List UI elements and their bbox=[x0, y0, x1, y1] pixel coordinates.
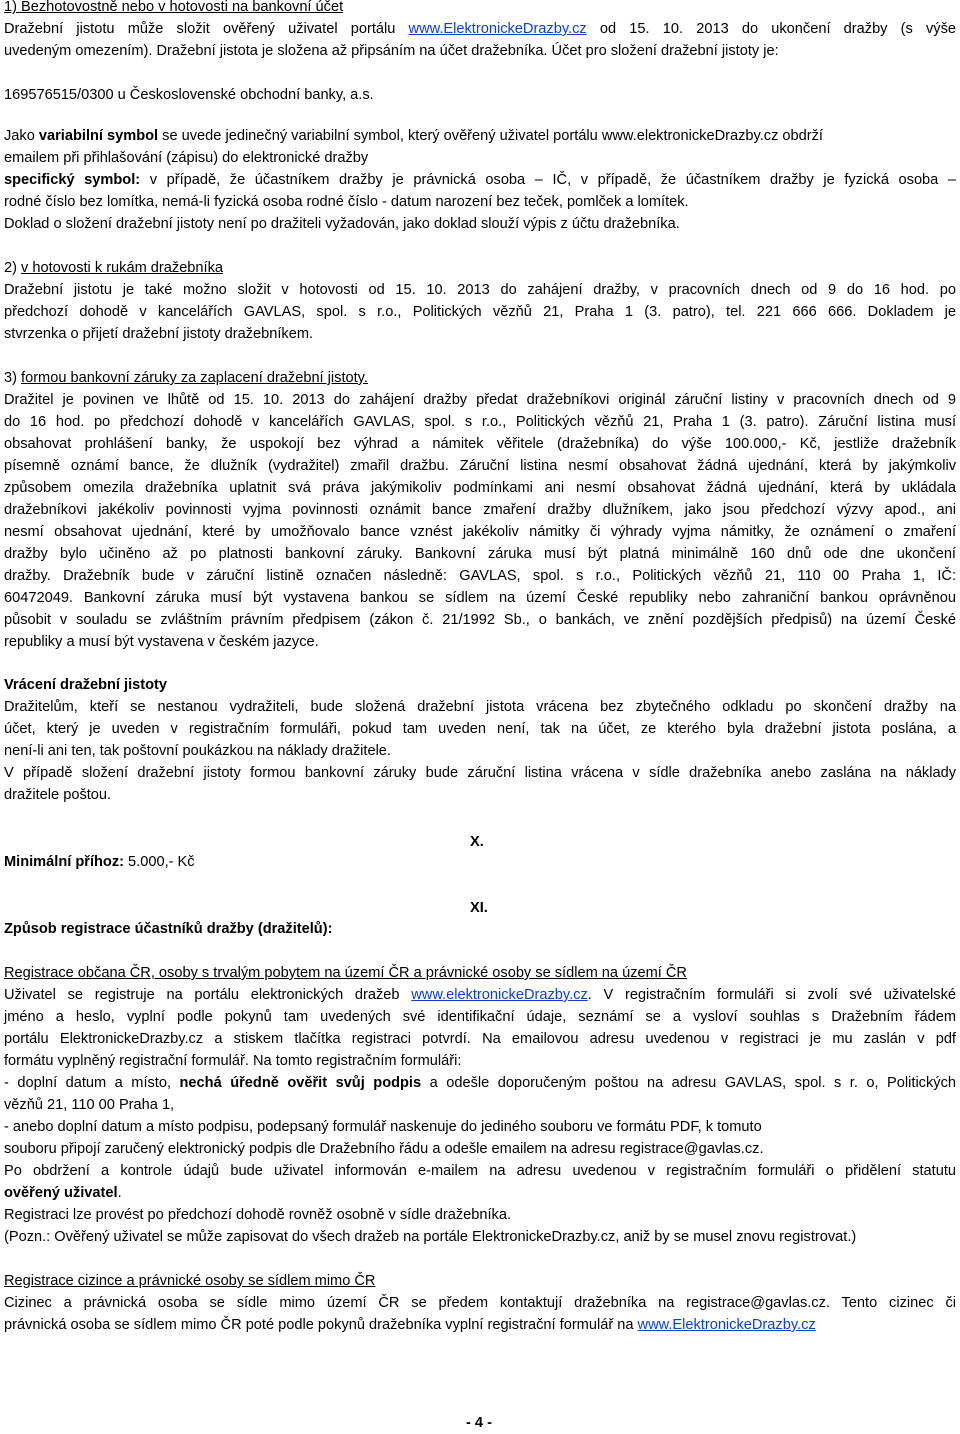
text: v případě, že účastníkem dražby je právnická osoba – IČ, v případě, že účastníkem dražby je fyzická osoba – bbox=[140, 172, 957, 188]
registration-cr-line: Po obdržení a kontrole údajů bude uživatel informován e-mailem na adresu uvedenou v registračním formuláři o přidělení statutu bbox=[4, 1163, 956, 1179]
registration-cr-line: jméno a heslo, vyplní podle pokynů tam uvedených své identifikační údaje, seznámí se a vysloví souhlas s Dražebním řádem bbox=[4, 1009, 956, 1025]
text: od 15. 10. 2013 do ukončení dražby (s výše bbox=[586, 21, 956, 37]
return-heading: Vrácení dražební jistoty bbox=[4, 677, 168, 693]
section-3-line: do 16 hod. po předchozí dohodě v kancelářích GAVLAS, spol. s r.o., Politických vězňů 21, Praha 1 (3. patro). Záruční listina musí bbox=[4, 414, 956, 430]
section-number-x: X. bbox=[470, 834, 484, 850]
return-line: není-li ani ten, tak poštovní poukázkou na náklady dražitele. bbox=[4, 743, 391, 759]
registration-cr-line: (Pozn.: Ověřený uživatel se může zapisovat do všech dražeb na portále ElektronickeDrazby.cz, aniž by se musel znovu registrovat.) bbox=[4, 1229, 857, 1245]
registration-cr-line: Registraci lze provést po předchozí dohodě rovněž osobně v sídle dražebníka. bbox=[4, 1207, 512, 1223]
section-2-heading bbox=[4, 257, 956, 279]
text: Uživatel se registruje na portálu elektronických dražeb bbox=[4, 987, 412, 1003]
section-3-line: nesmí obsahovat ujednání, které by umožňovalo bance vznést jakékoliv námitky či výhrady vyjma námitky, že oznámení o zmaření bbox=[4, 524, 956, 540]
text: Jako bbox=[4, 128, 39, 144]
text: se uvede jedinečný variabilní symbol, který ověřený uživatel portálu www.elektronickeDrazby.cz obdrží bbox=[158, 128, 823, 144]
text: . bbox=[117, 1185, 122, 1201]
registration-cr-line: formátu vyplněný registrační formulář. Na tomto registračním formuláři: bbox=[4, 1053, 462, 1069]
section-2-line: předchozí dohodě v kancelářích GAVLAS, spol. s r.o., Politických vězňů 21, Praha 1 (3. patro), tel. 221 666 666. Dokladem je bbox=[4, 304, 956, 320]
section-3-line: způsobem omezila dražebníka uplatnit svá práva jakýmikoliv podmínkami ani nesmí obsahovat žádná ujednání, která by ukládala bbox=[4, 480, 956, 496]
doklad-line: Doklad o složení dražební jistoty není po dražiteli vyžadován, jako doklad slouží výpis z účtu dražebníka. bbox=[4, 216, 680, 232]
text: 3) bbox=[4, 370, 22, 386]
section-3-line: dražebníkovi jakékoliv povinnosti vyjma povinnosti oznámit bance zmaření dražby dlužníkem, jako jsou předchozí výzvy apod., ani bbox=[4, 502, 956, 518]
section-3-line: 60472049. Bankovní záruka musí být vystavena bankou se sídlem na území České republiky nebo zahraniční bankou oprávněnou bbox=[4, 590, 956, 606]
text: formou bankovní záruky za zaplacení dražební jistoty. bbox=[21, 370, 368, 386]
text: právnická osoba se sídlem mimo ČR poté podle pokynů dražebníka vyplní registrační formulář na bbox=[4, 1317, 638, 1333]
registration-cr-line: souboru připojí zaručený elektronický podpis dle Dražebního řádu a odešle emailem na adresu registrace@gavlas.cz. bbox=[4, 1141, 764, 1157]
portal-link[interactable]: www.elektronickeDrazby.cz bbox=[411, 987, 588, 1003]
bank-account: 169576515/0300 u Československé obchodní banky, a.s. bbox=[4, 87, 374, 103]
registration-cr-line bbox=[4, 1072, 956, 1094]
section-2-line: stvrzenka o přijetí dražební jistoty dražebníkem. bbox=[4, 326, 314, 342]
variable-symbol-label: variabilní symbol bbox=[38, 128, 159, 144]
registration-cr-line: vězňů 21, 110 00 Praha 1, bbox=[4, 1097, 175, 1113]
registration-cr-line bbox=[4, 1182, 956, 1204]
section-2-line: Dražební jistotu je také možno složit v hotovosti od 15. 10. 2013 do zahájení dražby, v pracovních dnech od 9 do 16 hod. po bbox=[4, 282, 956, 298]
section-3-line: dražby. Dražebník bude v záruční listině označen následně: GAVLAS, spol. s r.o., Politických vězňů 21, 110 00 Praha 1, IČ: bbox=[4, 568, 956, 584]
section-3-heading bbox=[4, 367, 956, 389]
section-3-line: obsahovat prohlášení banky, že uspokojí bez výhrad a námitek věřitele (dražebníka) do výše 100.000,- Kč, jestliže dražebník bbox=[4, 436, 956, 452]
section-1-heading: 1) Bezhotovostně nebo v hotovosti na bankovní účet bbox=[4, 0, 344, 15]
specific-symbol-line bbox=[4, 169, 956, 191]
section-3-line: dražby bylo učiněno až po platnosti bankovní záruky. Bankovní záruka musí být platná minimálně 160 dnů ode dne ukončení bbox=[4, 546, 956, 562]
section-1-line bbox=[4, 18, 956, 40]
registration-cr-line: - anebo doplní datum a místo podpisu, podepsaný formulář naskenuje do jediného souboru ve formátu PDF, k tomuto bbox=[4, 1119, 762, 1135]
minimum-bid-label: Minimální příhoz: bbox=[4, 854, 124, 870]
section-3-line: republiky a musí být vystavena v českém jazyce. bbox=[4, 634, 319, 650]
minimum-bid-line bbox=[4, 851, 956, 873]
specific-symbol-label: specifický symbol: bbox=[4, 172, 141, 188]
minimum-bid-value: 5.000,- Kč bbox=[124, 854, 195, 870]
return-line: Dražitelům, kteří se nestanou vydražiteli, bude složená dražební jistota vrácena bez zbytečného odkladu po skončení dražby na bbox=[4, 699, 956, 715]
registration-foreign-line bbox=[4, 1314, 956, 1336]
registration-cr-line: portálu ElektronickeDrazby.cz a stiskem tlačítka registraci potvrdí. Na emailovou adresu uvedenou v registraci je mu zaslán v pdf bbox=[4, 1031, 956, 1047]
verified-user-label: ověřený uživatel bbox=[4, 1185, 118, 1201]
section-1-line: uvedeným omezením). Dražební jistota je složena až připsáním na účet dražebníka. Účet pro složení dražební jistoty je: bbox=[4, 43, 779, 59]
section-3-line: působit v souladu se zvláštním právním předpisem (zákon č. 21/1992 Sb., o bankách, ve znění pozdějších předpisů) na území České bbox=[4, 612, 956, 628]
page-number: - 4 - bbox=[466, 1415, 492, 1431]
portal-link[interactable]: www.ElektronickeDrazby.cz bbox=[637, 1317, 816, 1333]
return-line: účet, který je uveden v registračním formuláři, pokud tam uveden není, tak na účet, ze kterého byla dražební jistota poslána, a bbox=[4, 721, 956, 737]
registration-cr-line bbox=[4, 984, 956, 1006]
registration-foreign-line: Cizinec a právnická osoba se sídle mimo území ČR se předem kontaktují dražebníka na registrace@gavlas.cz. Tento cizinec či bbox=[4, 1295, 956, 1311]
text: v hotovosti k rukám dražebníka bbox=[21, 260, 224, 276]
return-line: dražitele poštou. bbox=[4, 787, 112, 803]
return-line: V případě složení dražební jistoty formou bankovní záruky bude záruční listina vrácena v sídle dražebníka anebo zaslána na náklady bbox=[4, 765, 956, 781]
portal-link[interactable]: www.ElektronickeDrazby.cz bbox=[408, 21, 587, 37]
text: a odešle doporučeným poštou na adresu GAVLAS, spol. s r. o, Politických bbox=[421, 1075, 956, 1091]
variable-symbol-line: emailem při přihlašování (zápisu) do elektronické dražby bbox=[4, 150, 369, 166]
section-3-line: písemně oznámí bance, že dlužník (vydražitel) zmařil dražbu. Záruční listina nesmí obsahovat žádná ujednání, která by jakýmkoliv bbox=[4, 458, 956, 474]
text: . V registračním formuláři si zvolí své uživatelské bbox=[587, 987, 956, 1003]
text: Dražební jistotu může složit ověřený uživatel portálu bbox=[4, 21, 409, 37]
registration-cr-heading: Registrace občana ČR, osoby s trvalým pobytem na území ČR a právnické osoby se sídlem na území ČR bbox=[4, 965, 687, 981]
text: nechá úředně ověřit svůj podpis bbox=[179, 1075, 422, 1091]
variable-symbol-line bbox=[4, 125, 956, 147]
registration-foreign-heading: Registrace cizince a právnické osoby se sídlem mimo ČR bbox=[4, 1273, 376, 1289]
specific-symbol-line: rodné číslo bez lomítka, nemá-li fyzická osoba rodné číslo - datum narození bez teček, pomlček a lomítek. bbox=[4, 194, 689, 210]
section-3-line: Dražitel je povinen ve lhůtě od 15. 10. 2013 do zahájení dražby předat dražebníkovi originál záruční listiny v pracovních dnech od 9 bbox=[4, 392, 956, 408]
text: - doplní datum a místo, bbox=[4, 1075, 180, 1091]
registration-heading: Způsob registrace účastníků dražby (dražitelů): bbox=[4, 921, 333, 937]
section-number-xi: XI. bbox=[470, 900, 488, 916]
text: 2) bbox=[4, 260, 22, 276]
